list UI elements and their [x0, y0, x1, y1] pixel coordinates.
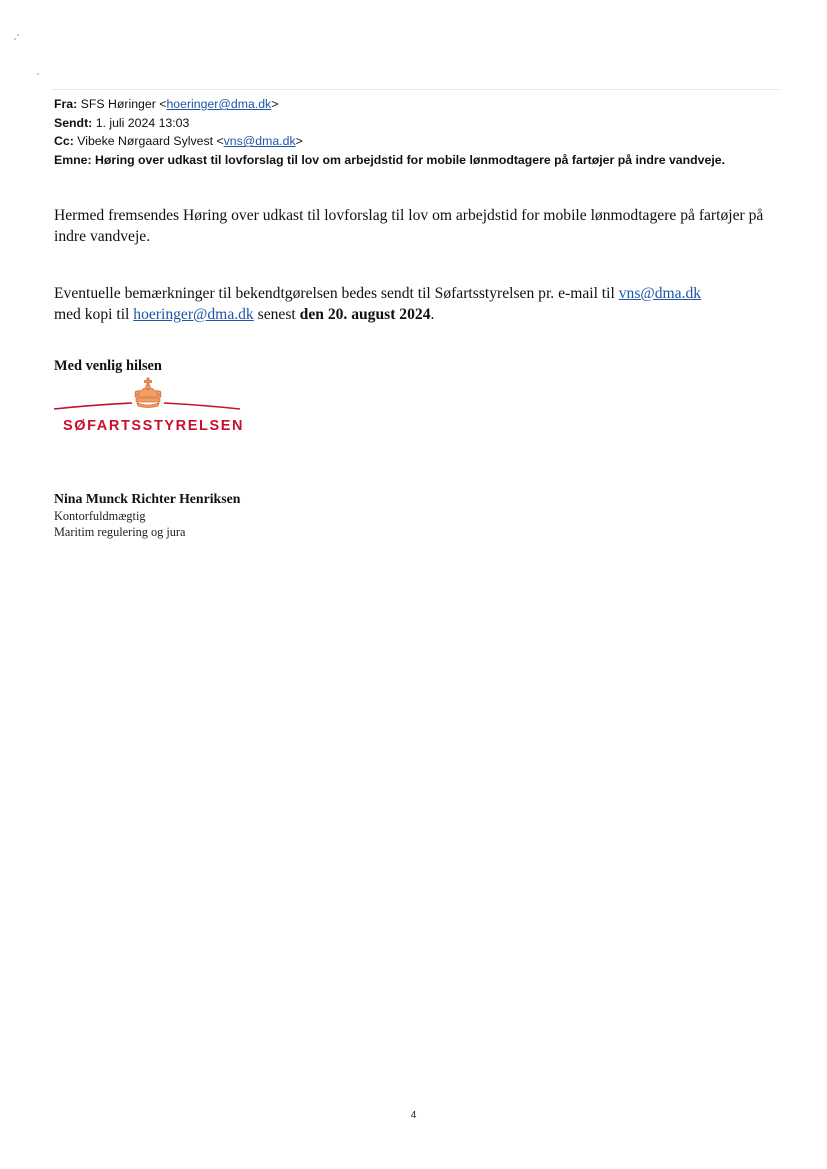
body-paragraph-1: Hermed fremsendes Høring over udkast til lovforslag til lov om arbejdstid for mobile lønmodtagere på fartøjer på indre vandveje. [54, 207, 764, 245]
hoeringer-email-link[interactable]: hoeringer@dma.dk [133, 305, 254, 323]
p2-end: . [430, 305, 435, 323]
signature-name: Nina Munck Richter Henriksen [54, 491, 241, 506]
scan-speck [17, 34, 19, 36]
deadline-date: den 20. august 2024 [299, 305, 431, 323]
from-email-link[interactable]: hoeringer@dma.dk [166, 97, 272, 111]
header-divider [52, 89, 780, 90]
signature-title: Kontorfuldmægtig [54, 509, 146, 523]
body-paragraph-2 [54, 284, 774, 325]
from-name: SFS Høringer [80, 97, 156, 111]
p2-text-2: med kopi til [54, 305, 130, 323]
page-number: 4 [410, 1110, 417, 1121]
p2-text-3: senest [257, 305, 296, 323]
from-row: Fra: SFS Høringer <hoeringer@dma.dk> [54, 97, 279, 111]
p2-text-1: Eventuelle bemærkninger til bekendtgørelsen bedes sendt til Søfartsstyrelsen pr. e-mail til [54, 285, 615, 302]
signature-department: Maritim regulering og jura [54, 525, 186, 539]
sent-value: 1. juli 2024 13:03 [95, 115, 190, 130]
cc-name: Vibeke Nørgaard Sylvest [77, 134, 214, 149]
subject-value: Høring over udkast til lovforslag til lov om arbejdstid for mobile lønmodtagere på fartøjer på indre vandveje. [95, 152, 726, 167]
subject-row [54, 151, 725, 170]
vns-email-link[interactable]: vns@dma.dk [618, 285, 702, 302]
scan-speck [37, 73, 39, 75]
sent-label: Sendt: [54, 115, 93, 130]
email-header [54, 95, 725, 169]
subject-label: Emne: [54, 152, 92, 167]
logo-wordmark: SØFARTSSTYRELSEN [63, 418, 245, 434]
signature-block [54, 490, 240, 540]
scan-speck [14, 38, 16, 40]
greeting: Med venlig hilsen [54, 358, 162, 374]
cc-email-link[interactable]: vns@dma.dk [223, 134, 296, 149]
from-label: Fra: [54, 97, 78, 111]
sent-row [54, 114, 725, 133]
crown-icon [52, 374, 244, 420]
cc-row: Cc: Vibeke Nørgaard Sylvest <vns@dma.dk> [54, 134, 303, 149]
cc-label: Cc: [54, 134, 74, 149]
sofartsstyrelsen-logo [52, 374, 244, 442]
